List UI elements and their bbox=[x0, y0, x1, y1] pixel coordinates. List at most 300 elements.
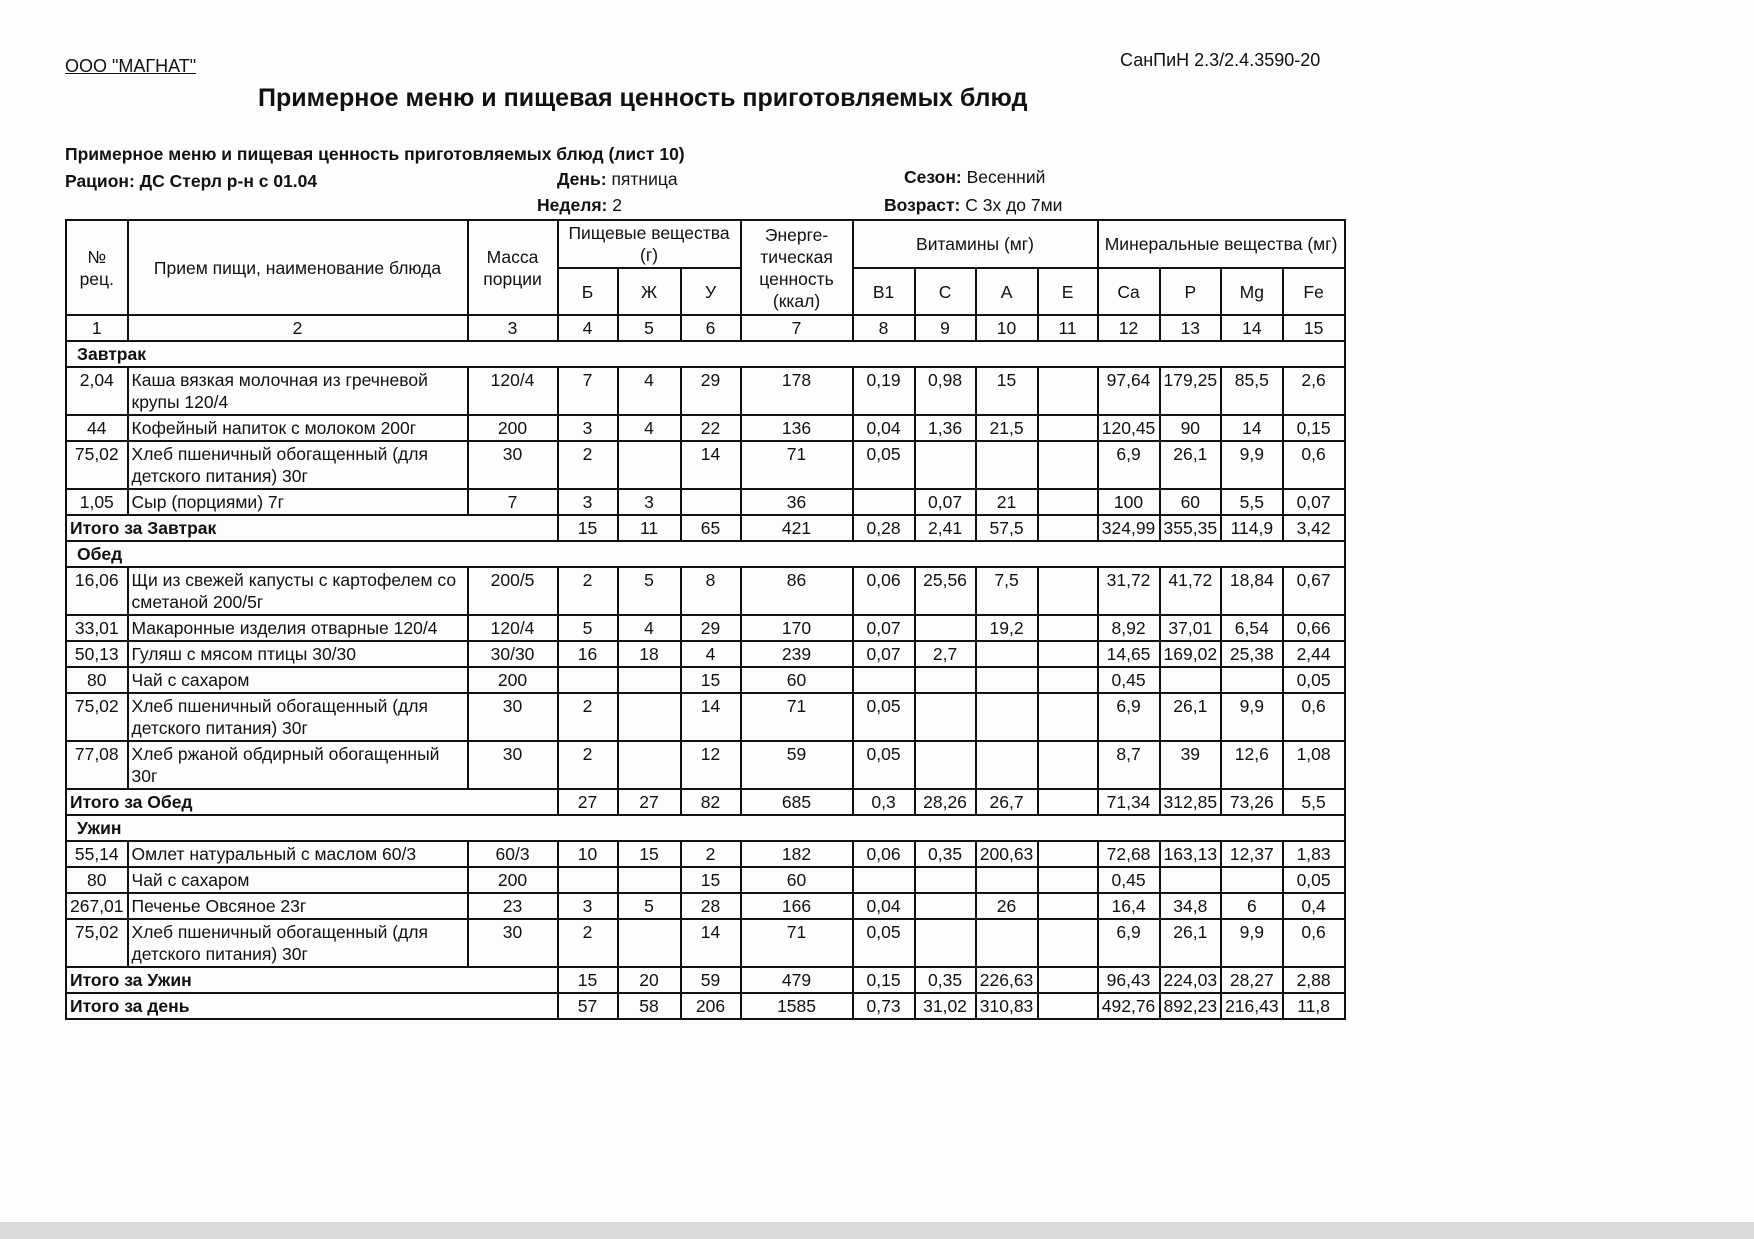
sheet-subtitle: Примерное меню и пищевая ценность приготовляемых блюд (лист 10) bbox=[65, 144, 685, 164]
dish-name: Каша вязкая молочная из гречневой крупы 120/4 bbox=[128, 367, 468, 415]
value-cell: 8 bbox=[681, 567, 741, 615]
value-cell: 26,1 bbox=[1160, 441, 1222, 489]
value-cell: 182 bbox=[741, 841, 853, 867]
week-field bbox=[537, 195, 622, 216]
value-cell: 60 bbox=[741, 667, 853, 693]
value-cell: 14,65 bbox=[1098, 641, 1160, 667]
value-cell: 19,2 bbox=[976, 615, 1038, 641]
value-cell: 25,38 bbox=[1221, 641, 1283, 667]
value-cell bbox=[618, 867, 681, 893]
column-number: 15 bbox=[1283, 315, 1345, 341]
column-number: 1 bbox=[66, 315, 128, 341]
value-cell: 18,84 bbox=[1221, 567, 1283, 615]
value-cell: 200 bbox=[468, 867, 558, 893]
age-field bbox=[884, 195, 1062, 216]
total-cell: 324,99 bbox=[1098, 515, 1160, 541]
value-cell: 29 bbox=[681, 367, 741, 415]
dish-row bbox=[66, 919, 1345, 967]
value-cell bbox=[976, 641, 1038, 667]
value-cell bbox=[1038, 867, 1098, 893]
recipe-number: 267,01 bbox=[66, 893, 128, 919]
value-cell: 97,64 bbox=[1098, 367, 1160, 415]
recipe-number: 80 bbox=[66, 667, 128, 693]
recipe-number: 16,06 bbox=[66, 567, 128, 615]
total-cell: 11,8 bbox=[1283, 993, 1345, 1019]
dish-name: Макаронные изделия отварные 120/4 bbox=[128, 615, 468, 641]
value-cell bbox=[1221, 667, 1283, 693]
total-cell: 57,5 bbox=[976, 515, 1038, 541]
dish-name: Хлеб ржаной обдирный обогащенный 30г bbox=[128, 741, 468, 789]
value-cell bbox=[1221, 867, 1283, 893]
value-cell: 22 bbox=[681, 415, 741, 441]
value-cell: 120/4 bbox=[468, 615, 558, 641]
value-cell bbox=[915, 615, 976, 641]
value-cell bbox=[853, 489, 915, 515]
dish-name: Кофейный напиток с молоком 200г bbox=[128, 415, 468, 441]
value-cell: 0,05 bbox=[853, 441, 915, 489]
value-cell bbox=[1038, 667, 1098, 693]
column-number: 3 bbox=[468, 315, 558, 341]
value-cell: 0,05 bbox=[1283, 667, 1345, 693]
dish-row bbox=[66, 567, 1345, 615]
value-cell: 16 bbox=[558, 641, 618, 667]
value-cell: 30 bbox=[468, 693, 558, 741]
dish-row bbox=[66, 841, 1345, 867]
value-cell bbox=[915, 693, 976, 741]
value-cell: 15 bbox=[681, 667, 741, 693]
value-cell bbox=[915, 741, 976, 789]
value-cell: 0,07 bbox=[1283, 489, 1345, 515]
value-cell: 0,45 bbox=[1098, 867, 1160, 893]
value-cell bbox=[915, 867, 976, 893]
value-cell bbox=[915, 441, 976, 489]
page-title: Примерное меню и пищевая ценность приготовляемых блюд bbox=[258, 84, 1028, 112]
value-cell: 2 bbox=[558, 441, 618, 489]
header-sub-2: У bbox=[681, 268, 741, 315]
total-cell: 0,35 bbox=[915, 967, 976, 993]
value-cell: 0,04 bbox=[853, 893, 915, 919]
recipe-number: 75,02 bbox=[66, 919, 128, 967]
value-cell: 4 bbox=[618, 367, 681, 415]
header-name: Прием пищи, наименование блюда bbox=[128, 220, 468, 315]
value-cell: 5,5 bbox=[1221, 489, 1283, 515]
header-sub-7: Ca bbox=[1098, 268, 1160, 315]
value-cell: 3 bbox=[558, 893, 618, 919]
column-number: 6 bbox=[681, 315, 741, 341]
dish-row bbox=[66, 867, 1345, 893]
age-label: Возраст: bbox=[884, 195, 961, 215]
value-cell: 28 bbox=[681, 893, 741, 919]
season-field bbox=[904, 167, 1045, 188]
total-cell: 312,85 bbox=[1160, 789, 1222, 815]
value-cell: 10 bbox=[558, 841, 618, 867]
value-cell: 2,44 bbox=[1283, 641, 1345, 667]
value-cell: 163,13 bbox=[1160, 841, 1222, 867]
value-cell: 26,1 bbox=[1160, 693, 1222, 741]
value-cell: 4 bbox=[618, 615, 681, 641]
value-cell: 0,04 bbox=[853, 415, 915, 441]
week-label: Неделя: bbox=[537, 195, 608, 215]
dish-name: Сыр (порциями) 7г bbox=[128, 489, 468, 515]
value-cell bbox=[853, 867, 915, 893]
value-cell: 120,45 bbox=[1098, 415, 1160, 441]
total-cell: 892,23 bbox=[1160, 993, 1222, 1019]
value-cell: 30 bbox=[468, 741, 558, 789]
total-cell: 310,83 bbox=[976, 993, 1038, 1019]
value-cell: 5 bbox=[618, 893, 681, 919]
value-cell: 3 bbox=[618, 489, 681, 515]
organization-name: ООО "МАГНАТ" bbox=[65, 56, 197, 76]
value-cell: 0,05 bbox=[853, 693, 915, 741]
value-cell bbox=[853, 667, 915, 693]
dish-row bbox=[66, 741, 1345, 789]
total-cell: 5,5 bbox=[1283, 789, 1345, 815]
total-cell: 2,41 bbox=[915, 515, 976, 541]
value-cell: 2,6 bbox=[1283, 367, 1345, 415]
header-sub-4: C bbox=[915, 268, 976, 315]
week-value: 2 bbox=[612, 195, 622, 215]
value-cell: 71 bbox=[741, 693, 853, 741]
ration-field bbox=[65, 171, 317, 192]
value-cell bbox=[558, 867, 618, 893]
recipe-number: 80 bbox=[66, 867, 128, 893]
value-cell: 26 bbox=[976, 893, 1038, 919]
ration-label: Рацион: bbox=[65, 171, 135, 191]
value-cell: 2,7 bbox=[915, 641, 976, 667]
recipe-number: 55,14 bbox=[66, 841, 128, 867]
recipe-number: 2,04 bbox=[66, 367, 128, 415]
recipe-number: 33,01 bbox=[66, 615, 128, 641]
header-minerals: Минеральные вещества (мг) bbox=[1098, 220, 1345, 268]
value-cell: 170 bbox=[741, 615, 853, 641]
value-cell: 179,25 bbox=[1160, 367, 1222, 415]
total-cell: 27 bbox=[558, 789, 618, 815]
total-cell: 226,63 bbox=[976, 967, 1038, 993]
dish-row bbox=[66, 415, 1345, 441]
header-sub-0: Б bbox=[558, 268, 618, 315]
value-cell: 60/3 bbox=[468, 841, 558, 867]
value-cell: 200 bbox=[468, 667, 558, 693]
value-cell bbox=[915, 893, 976, 919]
value-cell bbox=[1038, 841, 1098, 867]
header-sub-8: P bbox=[1160, 268, 1222, 315]
value-cell bbox=[976, 867, 1038, 893]
header-sub-3: B1 bbox=[853, 268, 915, 315]
total-cell: 27 bbox=[618, 789, 681, 815]
value-cell: 36 bbox=[741, 489, 853, 515]
dish-name: Чай с сахаром bbox=[128, 867, 468, 893]
value-cell: 0,6 bbox=[1283, 693, 1345, 741]
total-cell bbox=[1038, 789, 1098, 815]
dish-name: Щи из свежей капусты с картофелем со сметаной 200/5г bbox=[128, 567, 468, 615]
dish-row bbox=[66, 693, 1345, 741]
value-cell: 30 bbox=[468, 441, 558, 489]
value-cell bbox=[1038, 415, 1098, 441]
value-cell: 0,15 bbox=[1283, 415, 1345, 441]
value-cell: 26,1 bbox=[1160, 919, 1222, 967]
value-cell: 0,07 bbox=[853, 641, 915, 667]
scan-edge bbox=[0, 1222, 1754, 1239]
dish-row bbox=[66, 667, 1345, 693]
value-cell bbox=[681, 489, 741, 515]
value-cell: 5 bbox=[558, 615, 618, 641]
value-cell: 21 bbox=[976, 489, 1038, 515]
value-cell: 37,01 bbox=[1160, 615, 1222, 641]
value-cell bbox=[976, 667, 1038, 693]
total-cell: 2,88 bbox=[1283, 967, 1345, 993]
total-label: Итого за Ужин bbox=[66, 967, 558, 993]
value-cell: 239 bbox=[741, 641, 853, 667]
value-cell: 0,35 bbox=[915, 841, 976, 867]
total-cell bbox=[1038, 967, 1098, 993]
total-cell: 355,35 bbox=[1160, 515, 1222, 541]
total-cell: 59 bbox=[681, 967, 741, 993]
value-cell bbox=[618, 441, 681, 489]
value-cell: 21,5 bbox=[976, 415, 1038, 441]
value-cell bbox=[976, 741, 1038, 789]
total-cell: 3,42 bbox=[1283, 515, 1345, 541]
value-cell: 0,07 bbox=[915, 489, 976, 515]
value-cell: 3 bbox=[558, 415, 618, 441]
header-mass: Масса порции bbox=[468, 220, 558, 315]
season-label: Сезон: bbox=[904, 167, 962, 187]
value-cell: 14 bbox=[681, 441, 741, 489]
total-label: Итого за Обед bbox=[66, 789, 558, 815]
value-cell: 12,37 bbox=[1221, 841, 1283, 867]
column-number: 11 bbox=[1038, 315, 1098, 341]
value-cell: 4 bbox=[681, 641, 741, 667]
header-sub-10: Fe bbox=[1283, 268, 1345, 315]
total-cell: 28,26 bbox=[915, 789, 976, 815]
total-cell: 58 bbox=[618, 993, 681, 1019]
dish-name: Хлеб пшеничный обогащенный (для детского питания) 30г bbox=[128, 919, 468, 967]
value-cell: 120/4 bbox=[468, 367, 558, 415]
header-energy: Энерге-тическая ценность (ккал) bbox=[741, 220, 853, 315]
value-cell bbox=[1038, 641, 1098, 667]
total-label: Итого за Завтрак bbox=[66, 515, 558, 541]
value-cell: 200,63 bbox=[976, 841, 1038, 867]
value-cell: 5 bbox=[618, 567, 681, 615]
total-cell bbox=[1038, 993, 1098, 1019]
day-label: День: bbox=[557, 169, 607, 189]
value-cell: 29 bbox=[681, 615, 741, 641]
value-cell: 0,45 bbox=[1098, 667, 1160, 693]
column-number: 12 bbox=[1098, 315, 1160, 341]
total-row bbox=[66, 789, 1345, 815]
value-cell: 1,08 bbox=[1283, 741, 1345, 789]
value-cell: 85,5 bbox=[1221, 367, 1283, 415]
value-cell: 200/5 bbox=[468, 567, 558, 615]
value-cell bbox=[1038, 441, 1098, 489]
value-cell: 6,9 bbox=[1098, 693, 1160, 741]
value-cell: 15 bbox=[681, 867, 741, 893]
value-cell: 0,06 bbox=[853, 567, 915, 615]
column-number: 14 bbox=[1221, 315, 1283, 341]
recipe-number: 44 bbox=[66, 415, 128, 441]
dish-row bbox=[66, 893, 1345, 919]
value-cell: 71 bbox=[741, 441, 853, 489]
value-cell: 0,4 bbox=[1283, 893, 1345, 919]
dish-row bbox=[66, 489, 1345, 515]
value-cell: 14 bbox=[1221, 415, 1283, 441]
value-cell: 136 bbox=[741, 415, 853, 441]
value-cell bbox=[1160, 867, 1222, 893]
value-cell: 2 bbox=[558, 693, 618, 741]
value-cell: 3 bbox=[558, 489, 618, 515]
total-cell: 492,76 bbox=[1098, 993, 1160, 1019]
dish-name: Хлеб пшеничный обогащенный (для детского питания) 30г bbox=[128, 441, 468, 489]
value-cell: 0,05 bbox=[853, 741, 915, 789]
total-cell: 20 bbox=[618, 967, 681, 993]
column-number: 9 bbox=[915, 315, 976, 341]
value-cell: 1,83 bbox=[1283, 841, 1345, 867]
menu-table bbox=[65, 219, 1346, 1020]
recipe-number: 1,05 bbox=[66, 489, 128, 515]
dish-row bbox=[66, 615, 1345, 641]
dish-row bbox=[66, 441, 1345, 489]
value-cell: 8,92 bbox=[1098, 615, 1160, 641]
value-cell: 6 bbox=[1221, 893, 1283, 919]
total-cell: 1585 bbox=[741, 993, 853, 1019]
total-row bbox=[66, 515, 1345, 541]
value-cell: 12,6 bbox=[1221, 741, 1283, 789]
value-cell bbox=[1038, 919, 1098, 967]
total-label: Итого за день bbox=[66, 993, 558, 1019]
value-cell bbox=[915, 919, 976, 967]
value-cell: 2 bbox=[558, 741, 618, 789]
value-cell: 200 bbox=[468, 415, 558, 441]
value-cell: 7 bbox=[558, 367, 618, 415]
value-cell: 31,72 bbox=[1098, 567, 1160, 615]
value-cell: 0,05 bbox=[1283, 867, 1345, 893]
value-cell: 9,9 bbox=[1221, 441, 1283, 489]
total-cell: 206 bbox=[681, 993, 741, 1019]
meal-section-row bbox=[66, 541, 1345, 567]
value-cell: 15 bbox=[976, 367, 1038, 415]
sanpin-reference: СанПиН 2.3/2.4.3590-20 bbox=[1120, 50, 1321, 70]
value-cell: 9,9 bbox=[1221, 919, 1283, 967]
total-cell: 82 bbox=[681, 789, 741, 815]
column-number: 7 bbox=[741, 315, 853, 341]
value-cell: 90 bbox=[1160, 415, 1222, 441]
total-cell: 57 bbox=[558, 993, 618, 1019]
total-cell: 0,15 bbox=[853, 967, 915, 993]
value-cell: 14 bbox=[681, 919, 741, 967]
value-cell: 0,6 bbox=[1283, 441, 1345, 489]
value-cell bbox=[1038, 489, 1098, 515]
ration-value: ДС Стерл р-н с 01.04 bbox=[139, 171, 318, 191]
dish-name: Гуляш с мясом птицы 30/30 bbox=[128, 641, 468, 667]
column-number: 2 bbox=[128, 315, 468, 341]
value-cell bbox=[976, 693, 1038, 741]
value-cell bbox=[915, 667, 976, 693]
total-row bbox=[66, 967, 1345, 993]
value-cell: 4 bbox=[618, 415, 681, 441]
total-cell: 216,43 bbox=[1221, 993, 1283, 1019]
header-sub-6: E bbox=[1038, 268, 1098, 315]
value-cell bbox=[618, 919, 681, 967]
recipe-number: 50,13 bbox=[66, 641, 128, 667]
value-cell: 18 bbox=[618, 641, 681, 667]
meal-section-label: Обед bbox=[66, 541, 1345, 567]
value-cell: 60 bbox=[741, 867, 853, 893]
recipe-number: 75,02 bbox=[66, 693, 128, 741]
value-cell: 2 bbox=[558, 567, 618, 615]
value-cell: 0,6 bbox=[1283, 919, 1345, 967]
dish-name: Хлеб пшеничный обогащенный (для детского питания) 30г bbox=[128, 693, 468, 741]
value-cell bbox=[976, 919, 1038, 967]
total-cell: 224,03 bbox=[1160, 967, 1222, 993]
value-cell: 16,4 bbox=[1098, 893, 1160, 919]
day-field bbox=[557, 169, 678, 190]
column-number: 13 bbox=[1160, 315, 1222, 341]
total-cell: 15 bbox=[558, 967, 618, 993]
meal-section-row bbox=[66, 341, 1345, 367]
value-cell: 59 bbox=[741, 741, 853, 789]
value-cell bbox=[1038, 741, 1098, 789]
value-cell: 30 bbox=[468, 919, 558, 967]
header-vitamins: Витамины (мг) bbox=[853, 220, 1098, 268]
value-cell: 2 bbox=[558, 919, 618, 967]
column-number: 5 bbox=[618, 315, 681, 341]
total-cell: 65 bbox=[681, 515, 741, 541]
value-cell bbox=[1038, 367, 1098, 415]
total-cell: 0,3 bbox=[853, 789, 915, 815]
value-cell: 1,36 bbox=[915, 415, 976, 441]
total-cell: 11 bbox=[618, 515, 681, 541]
column-number: 8 bbox=[853, 315, 915, 341]
value-cell: 15 bbox=[618, 841, 681, 867]
total-row bbox=[66, 993, 1345, 1019]
value-cell bbox=[558, 667, 618, 693]
header-nutrients: Пищевые вещества (г) bbox=[558, 220, 741, 268]
value-cell: 8,7 bbox=[1098, 741, 1160, 789]
value-cell: 178 bbox=[741, 367, 853, 415]
dish-name: Омлет натуральный с маслом 60/3 bbox=[128, 841, 468, 867]
column-number: 4 bbox=[558, 315, 618, 341]
value-cell: 12 bbox=[681, 741, 741, 789]
value-cell: 169,02 bbox=[1160, 641, 1222, 667]
value-cell: 72,68 bbox=[1098, 841, 1160, 867]
total-cell: 685 bbox=[741, 789, 853, 815]
value-cell: 14 bbox=[681, 693, 741, 741]
total-cell: 114,9 bbox=[1221, 515, 1283, 541]
value-cell: 6,9 bbox=[1098, 919, 1160, 967]
age-value: С 3х до 7ми bbox=[965, 195, 1063, 215]
value-cell bbox=[1038, 615, 1098, 641]
value-cell: 0,98 bbox=[915, 367, 976, 415]
value-cell: 23 bbox=[468, 893, 558, 919]
header-sub-5: A bbox=[976, 268, 1038, 315]
dish-row bbox=[66, 367, 1345, 415]
value-cell: 34,8 bbox=[1160, 893, 1222, 919]
total-cell: 28,27 bbox=[1221, 967, 1283, 993]
value-cell: 9,9 bbox=[1221, 693, 1283, 741]
value-cell: 6,54 bbox=[1221, 615, 1283, 641]
value-cell: 0,06 bbox=[853, 841, 915, 867]
value-cell: 7,5 bbox=[976, 567, 1038, 615]
total-cell: 96,43 bbox=[1098, 967, 1160, 993]
total-cell: 31,02 bbox=[915, 993, 976, 1019]
value-cell: 41,72 bbox=[1160, 567, 1222, 615]
value-cell: 30/30 bbox=[468, 641, 558, 667]
total-cell: 71,34 bbox=[1098, 789, 1160, 815]
value-cell: 39 bbox=[1160, 741, 1222, 789]
season-value: Весенний bbox=[966, 167, 1046, 187]
total-cell: 26,7 bbox=[976, 789, 1038, 815]
value-cell: 166 bbox=[741, 893, 853, 919]
value-cell: 0,05 bbox=[853, 919, 915, 967]
